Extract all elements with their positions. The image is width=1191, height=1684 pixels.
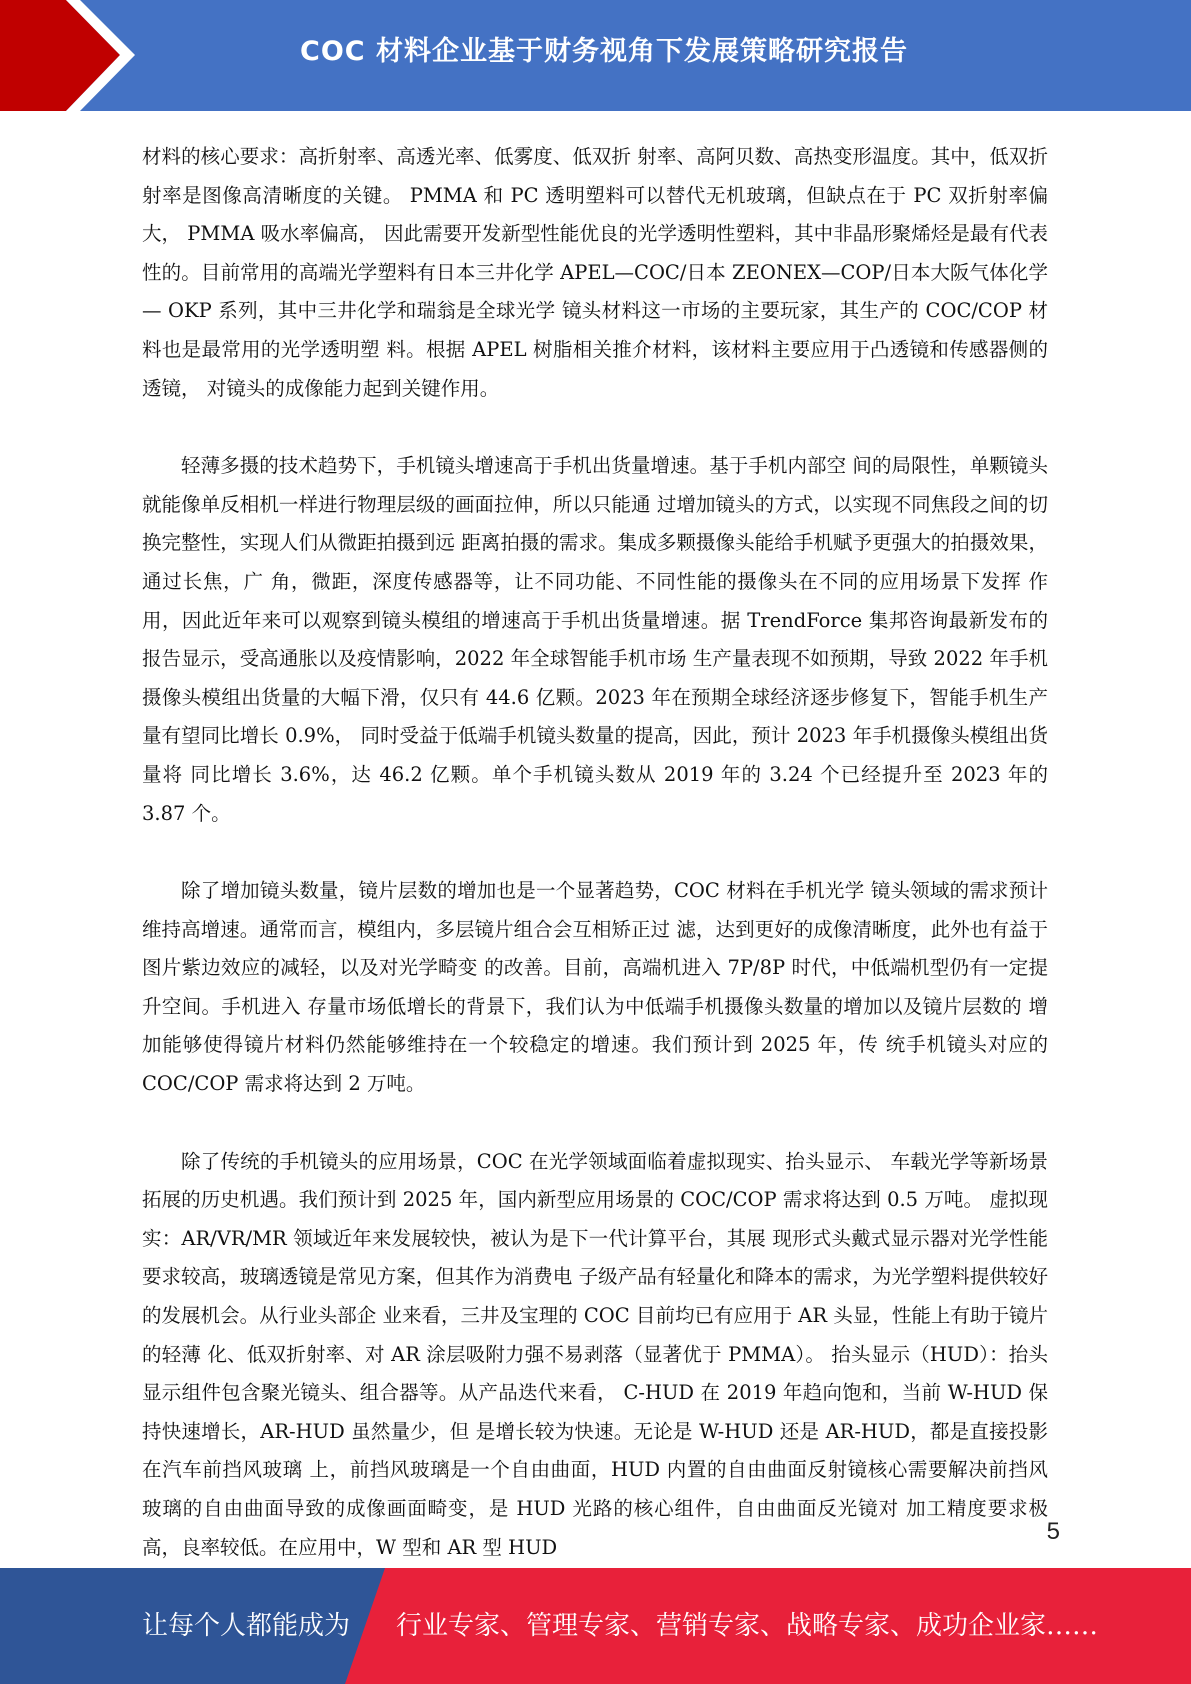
page-number: 5 bbox=[1046, 1518, 1060, 1545]
header-chevron-icon bbox=[0, 0, 160, 111]
document-title: COC 材料企业基于财务视角下发展策略研究报告 bbox=[300, 36, 908, 67]
paragraph: 除了增加镜头数量，镜片层数的增加也是一个显著趋势，COC 材料在手机光学 镜头领域的需求预计维持高增速。通常而言，模组内，多层镜片组合会互相矫正过 滤，达到更好的成像清晰度，此外也有益于图片紫边效应的减轻，以及对光学畸变 的改善。目前，高端机进入 7P/8P 时代，中低端机型仍有一定提升空间。手机进入 存量市场低增长的背景下，我们认为中低端手机摄像头数量的增加以及镜片层数的 增加能够使得镜片材料仍然能够维持在一个较稳定的增速。我们预计到 2025 年，传 统手机镜头对应的 COC/COP 需求将达到 2 万吨。 bbox=[142, 879, 1048, 1096]
page-footer bbox=[0, 1568, 1191, 1684]
page-header bbox=[0, 0, 1191, 111]
paragraph: 材料的核心要求：高折射率、高透光率、低雾度、低双折 射率、高阿贝数、高热变形温度。其中，低双折射率是图像高清晰度的关键。 PMMA 和 PC 透明塑料可以替代无机玻璃，但缺点在于 PC 双折射率偏大， PMMA 吸水率偏高， 因此需要开发新型性能优良的光学透明性塑料，其中非晶形聚烯烃是最有代表性的。目前常用的高端光学塑料有日本三井化学 APEL—COC/日本 ZEONEX—COP/日本大阪气体化学— OKP 系列，其中三井化学和瑞翁是全球光学 镜头材料这一市场的主要玩家，其生产的 COC/COP 材料也是最常用的光学透明塑 料。根据 APEL 树脂相关推介材料，该材料主要应用于凸透镜和传感器侧的透镜， 对镜头的成像能力起到关键作用。 bbox=[142, 145, 1048, 400]
footer-slogan-right: 行业专家、管理专家、营销专家、战略专家、成功企业家…… bbox=[396, 1611, 1099, 1641]
paragraph: 除了传统的手机镜头的应用场景，COC 在光学领域面临着虚拟现实、抬头显示、 车载光学等新场景拓展的历史机遇。我们预计到 2025 年，国内新型应用场景的 COC/COP 需求将达到 0.5 万吨。 虚拟现实：AR/VR/MR 领域近年来发展较快，被认为是下一代计算平台，其展 现形式头戴式显示器对光学性能要求较高，玻璃透镜是常见方案，但其作为消费电 子级产品有轻量化和降本的需求，为光学塑料提供较好的发展机会。从行业头部企 业来看，三井及宝理的 COC 目前均已有应用于 AR 头显，性能上有助于镜片的轻薄 化、低双折射率、对 AR 涂层吸附力强不易剥落（显著优于 PMMA）。 抬头显示（HUD）：抬头显示组件包含聚光镜头、组合器等。从产品迭代来看， C-HUD 在 2019 年趋向饱和，当前 W-HUD 保持快速增长，AR-HUD 虽然量少，但 是增长较为快速。无论是 W-HUD 还是 AR-HUD，都是直接投影在汽车前挡风玻璃 上，前挡风玻璃是一个自由曲面，HUD 内置的自由曲面反射镜核心需要解决前挡风 玻璃的自由曲面导致的成像画面畸变，是 HUD 光路的核心组件，自由曲面反光镜对 加工精度要求极高，良率较低。在应用中，W 型和 AR 型 HUD bbox=[142, 1149, 1048, 1559]
footer-slogan-left: 让每个人都能成为 bbox=[142, 1611, 351, 1641]
paragraph: 轻薄多摄的技术趋势下，手机镜头增速高于手机出货量增速。基于手机内部空 间的局限性，单颗镜头就能像单反相机一样进行物理层级的画面拉伸，所以只能通 过增加镜头的方式，以实现不同焦段之间的切换完整性，实现人们从微距拍摄到远 距离拍摄的需求。集成多颗摄像头能给手机赋予更强大的拍摄效果，通过长焦，广 角，微距，深度传感器等，让不同功能、不同性能的摄像头在不同的应用场景下发挥 作用，因此近年来可以观察到镜头模组的增速高于手机出货量增速。据 TrendForce 集邦咨询最新发布的报告显示，受高通胀以及疫情影响，2022 年全球智能手机市场 生产量表现不如预期，导致 2022 年手机摄像头模组出货量的大幅下滑，仅只有 44.6 亿颗。2023 年在预期全球经济逐步修复下，智能手机生产量有望同比增长 0.9%， 同时受益于低端手机镜头数量的提高，因此，预计 2023 年手机摄像头模组出货量将 同比增长 3.6%，达 46.2 亿颗。单个手机镜头数从 2019 年的 3.24 个已经提升至 2023 年的 3.87 个。 bbox=[142, 454, 1048, 825]
body-text bbox=[142, 138, 1048, 1606]
